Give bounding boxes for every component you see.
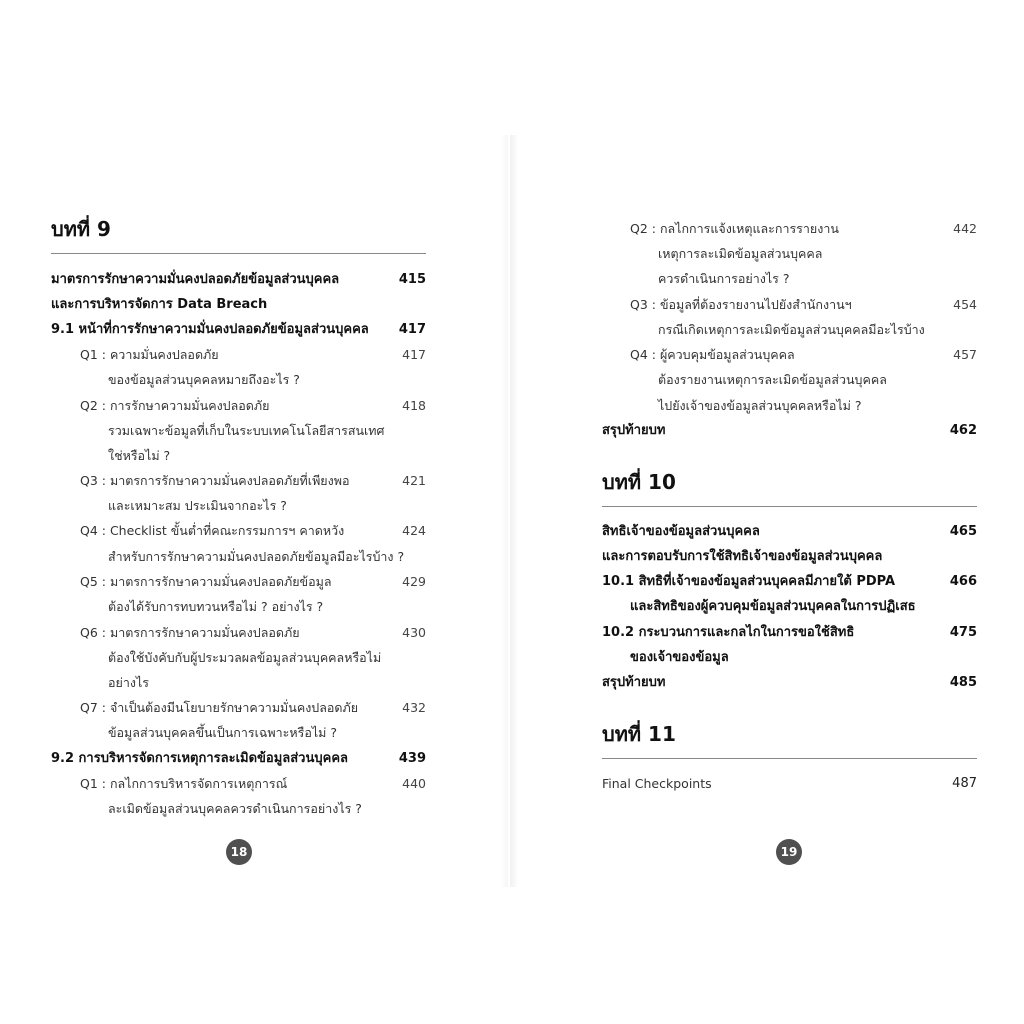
toc-question-cont: รวมเฉพาะข้อมูลที่เก็บในระบบเทคโนโลยีสารสนเทศ — [108, 423, 385, 438]
toc-page-number: 424 — [402, 523, 426, 538]
toc-question-cont: เหตุการละเมิดข้อมูลส่วนบุคคล — [658, 246, 823, 261]
toc-question: Q3 : ข้อมูลที่ต้องรายงานไปยังสำนักงานฯ — [630, 297, 852, 312]
toc-entry-title: Final Checkpoints — [602, 776, 712, 791]
toc-entry-title: และการบริหารจัดการ Data Breach — [51, 297, 268, 312]
toc-page-number: 421 — [402, 473, 426, 488]
page-number-badge: 19 — [776, 839, 802, 865]
toc-summary: สรุปท้ายบท — [602, 423, 666, 438]
toc-section-title: 9.2 การบริหารจัดการเหตุการละเมิดข้อมูลส่วนบุคคล — [51, 751, 348, 766]
toc-question-cont: ต้องรายงานเหตุการละเมิดข้อมูลส่วนบุคคล — [658, 372, 887, 387]
toc-page-number: 485 — [949, 675, 977, 690]
toc-question-cont: ของข้อมูลส่วนบุคคลหมายถึงอะไร ? — [108, 372, 300, 387]
toc-question: Q2 : การรักษาความมั่นคงปลอดภัย — [80, 398, 270, 413]
toc-page-number: 466 — [949, 574, 977, 589]
toc-question: Q2 : กลไกการแจ้งเหตุและการรายงาน — [630, 221, 839, 236]
toc-question-cont: ต้องใช้บังคับกับผู้ประมวลผลข้อมูลส่วนบุคคลหรือไม่ — [108, 650, 382, 665]
toc-question: Q6 : มาตรการรักษาความมั่นคงปลอดภัย — [80, 625, 300, 640]
toc-entry-title: และการตอบรับการใช้สิทธิเจ้าของข้อมูลส่วนบุคคล — [602, 549, 883, 564]
toc-question-cont: สำหรับการรักษาความมั่นคงปลอดภัยข้อมูลมีอะไรบ้าง ? — [108, 549, 405, 564]
toc-question-cont: ข้อมูลส่วนบุคคลขึ้นเป็นการเฉพาะหรือไม่ ? — [108, 725, 337, 740]
toc-question: Q1 : กลไกการบริหารจัดการเหตุการณ์ — [80, 776, 288, 791]
toc-entry-title: สิทธิเจ้าของข้อมูลส่วนบุคคล — [602, 524, 760, 539]
toc-question: Q4 : ผู้ควบคุมข้อมูลส่วนบุคคล — [630, 347, 795, 362]
toc-page-number: 417 — [398, 322, 426, 337]
toc-page-number: 475 — [949, 625, 977, 640]
toc-question-cont: กรณีเกิดเหตุการละเมิดข้อมูลส่วนบุคคลมีอะไรบ้าง — [658, 322, 925, 337]
toc-question: Q4 : Checklist ขั้นต่ำที่คณะกรรมการฯ คาดหวัง — [80, 523, 345, 538]
toc-question: Q7 : จำเป็นต้องมีนโยบายรักษาความมั่นคงปลอดภัย — [80, 700, 359, 715]
toc-question-cont: ใช่หรือไม่ ? — [108, 448, 171, 463]
toc-question-cont: และเหมาะสม ประเมินจากอะไร ? — [108, 498, 287, 513]
chapter-heading: บทที่ 9 — [51, 217, 111, 241]
toc-section-title: 10.2 กระบวนการและกลไกในการขอใช้สิทธิ — [602, 625, 855, 640]
toc-page-number: 429 — [402, 574, 426, 589]
chapter-divider — [602, 758, 977, 759]
toc-section-title-cont: และสิทธิของผู้ควบคุมข้อมูลส่วนบุคคลในการปฏิเสธ — [630, 599, 916, 614]
toc-page-number: 487 — [952, 776, 977, 791]
toc-question-cont: ไปยังเจ้าของข้อมูลส่วนบุคคลหรือไม่ ? — [658, 398, 862, 413]
chapter-heading: บทที่ 10 — [602, 470, 676, 494]
toc-section-title-cont: ของเจ้าของข้อมูล — [630, 650, 729, 665]
toc-page-number: 430 — [402, 625, 426, 640]
toc-page-number: 454 — [953, 297, 977, 312]
page-number-badge: 18 — [226, 839, 252, 865]
toc-question: Q1 : ความมั่นคงปลอดภัย — [80, 347, 219, 362]
toc-page-number: 439 — [398, 751, 426, 766]
toc-page-number: 462 — [949, 423, 977, 438]
toc-summary: สรุปท้ายบท — [602, 675, 666, 690]
chapter-heading: บทที่ 11 — [602, 722, 676, 746]
toc-question-cont: ควรดำเนินการอย่างไร ? — [658, 271, 790, 286]
toc-question-cont: ละเมิดข้อมูลส่วนบุคคลควรดำเนินการอย่างไร ? — [108, 801, 362, 816]
toc-section-title: 9.1 หน้าที่การรักษาความมั่นคงปลอดภัยข้อมูลส่วนบุคคล — [51, 322, 369, 337]
toc-entry-title: มาตรการรักษาความมั่นคงปลอดภัยข้อมูลส่วนบุคคล — [51, 272, 340, 287]
toc-page-number: 432 — [402, 700, 426, 715]
toc-page-number: 442 — [953, 221, 977, 236]
toc-question: Q3 : มาตรการรักษาความมั่นคงปลอดภัยที่เพียงพอ — [80, 473, 350, 488]
toc-section-title: 10.1 สิทธิที่เจ้าของข้อมูลส่วนบุคคลมีภายใต้ PDPA — [602, 574, 896, 589]
toc-page-number: 440 — [402, 776, 426, 791]
toc-question: Q5 : มาตรการรักษาความมั่นคงปลอดภัยข้อมูล — [80, 574, 332, 589]
toc-question-cont: ต้องได้รับการทบทวนหรือไม่ ? อย่างไร ? — [108, 599, 324, 614]
toc-page-number: 418 — [402, 398, 426, 413]
toc-page-number: 415 — [398, 272, 426, 287]
toc-question-cont: อย่างไร — [108, 675, 149, 690]
toc-page-number: 417 — [402, 347, 426, 362]
chapter-divider — [51, 253, 426, 254]
page-gutter-shadow-left — [500, 135, 508, 887]
toc-page-number: 457 — [953, 347, 977, 362]
toc-page-number: 465 — [949, 524, 977, 539]
page-gutter-shadow-right — [510, 135, 518, 887]
chapter-divider — [602, 506, 977, 507]
